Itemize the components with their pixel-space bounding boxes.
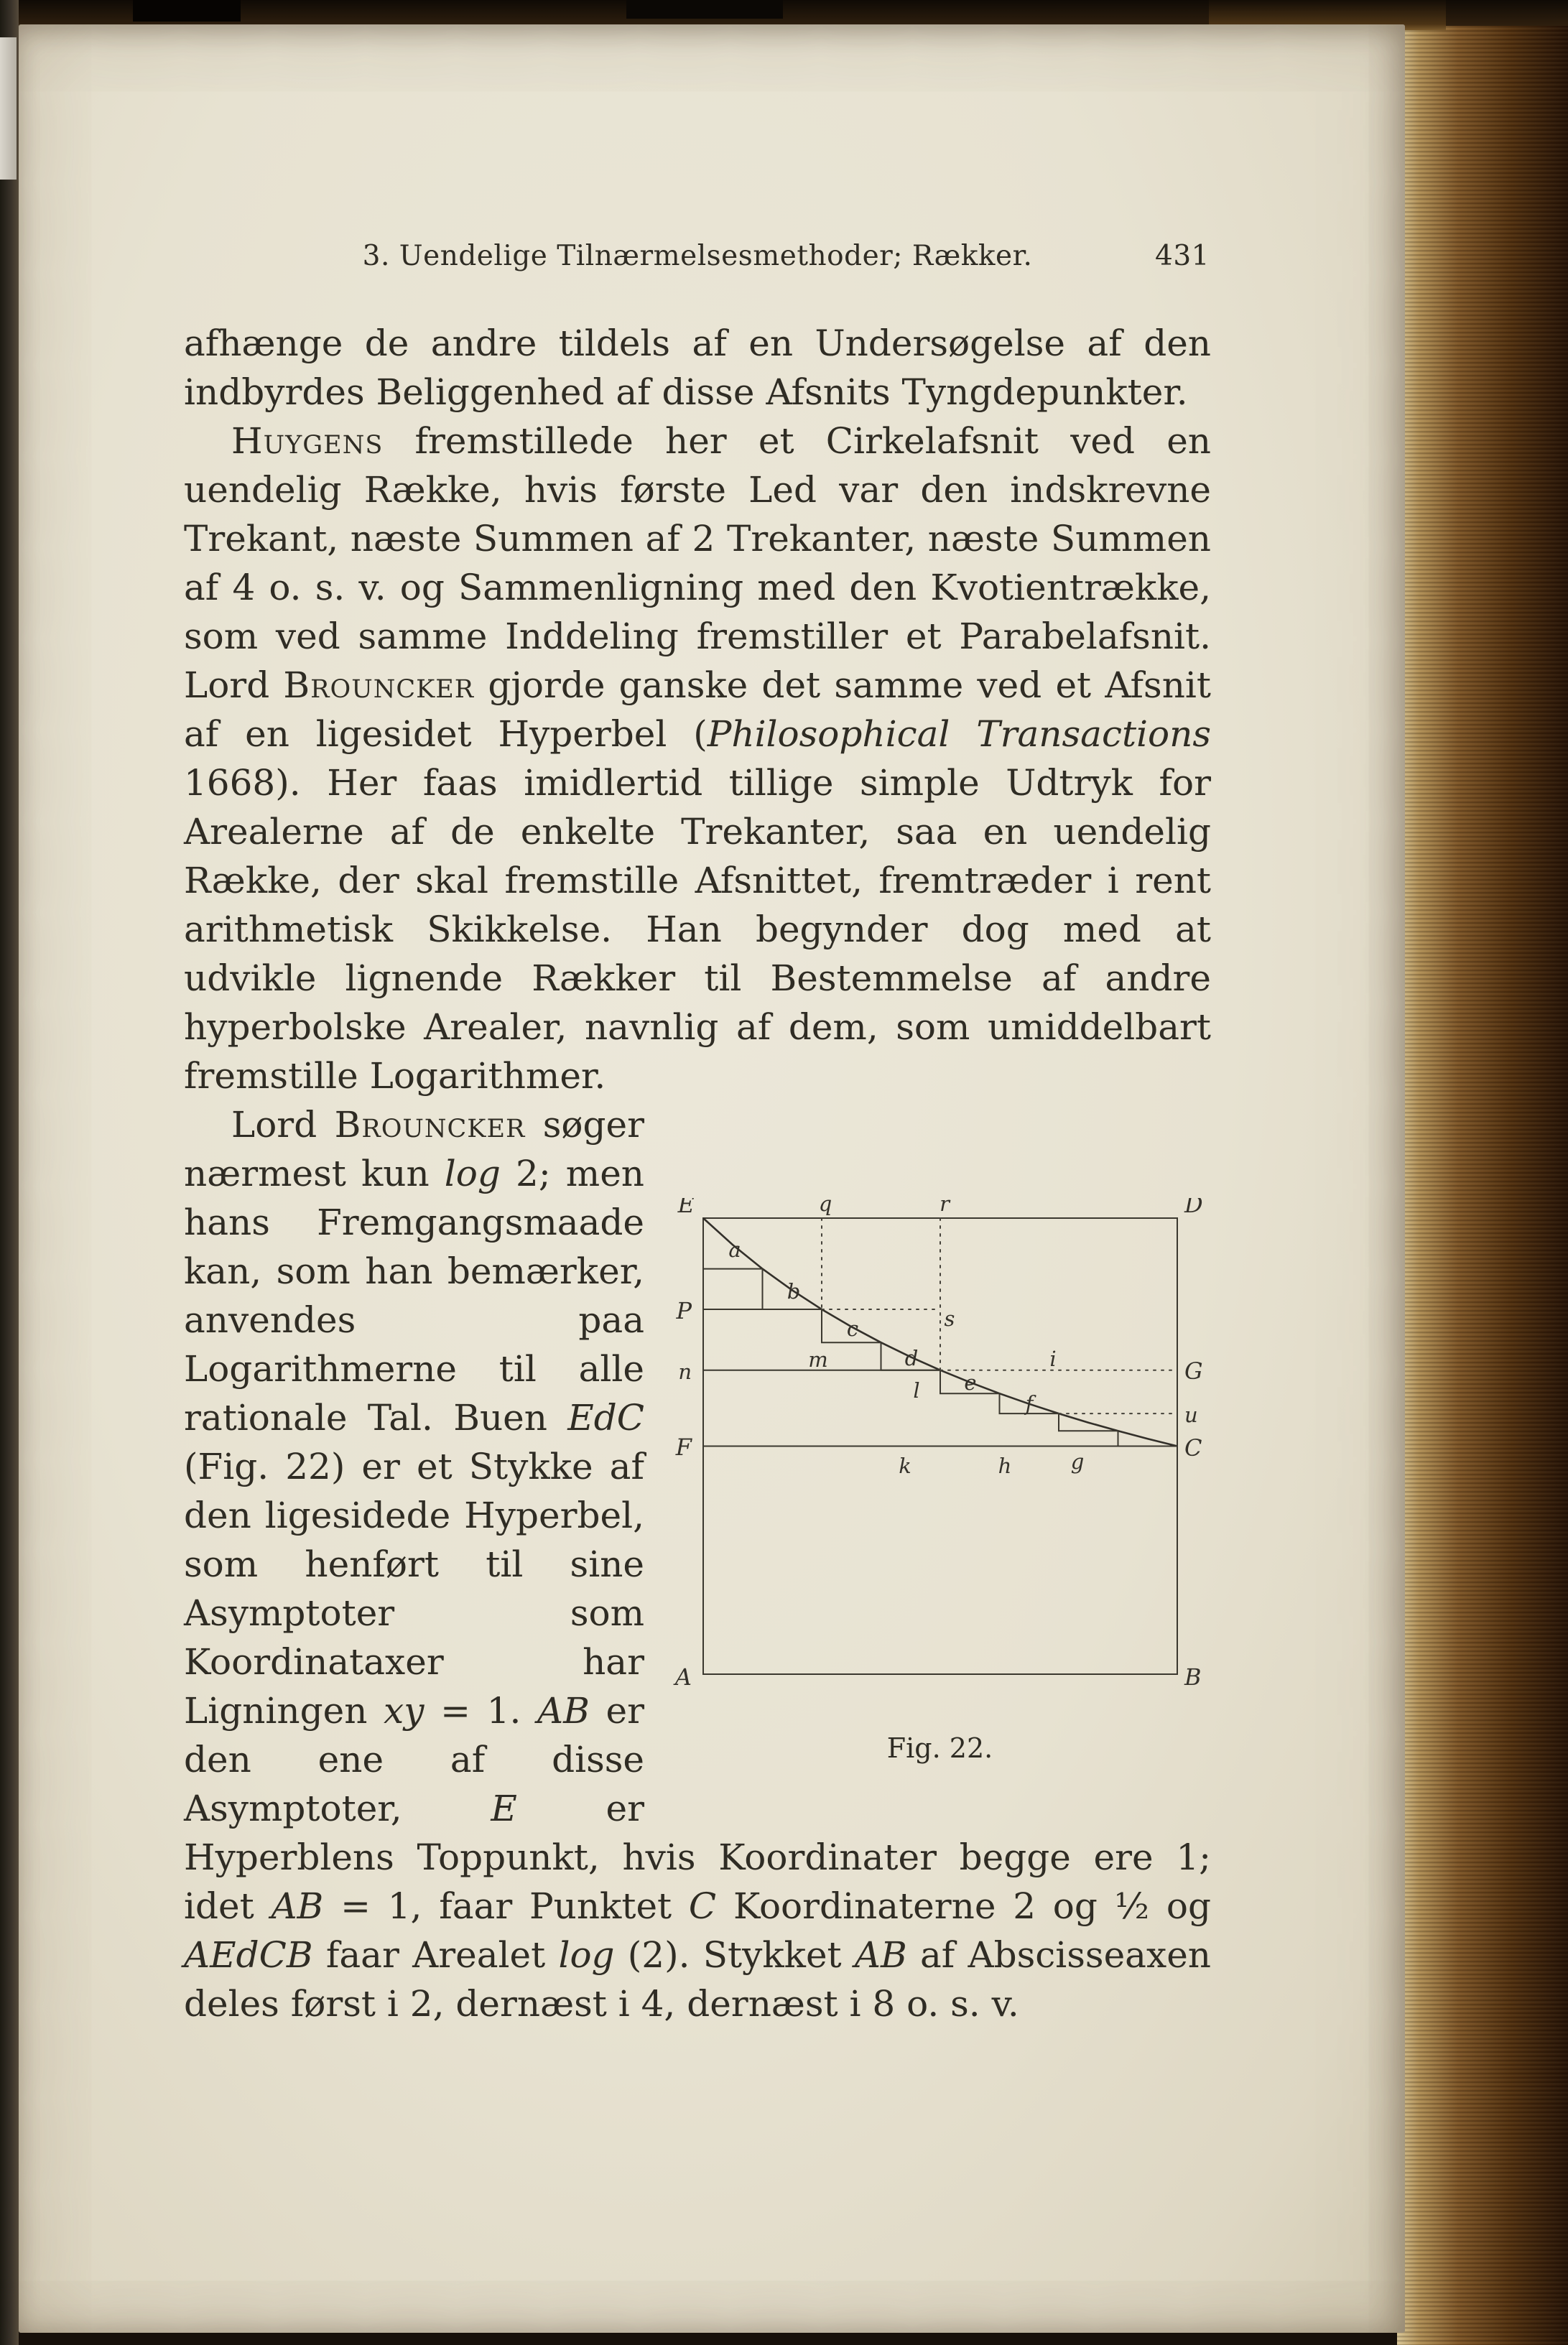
binding-shadow bbox=[133, 0, 241, 22]
figure-label-c: c bbox=[846, 1317, 859, 1341]
figure-label-B: B bbox=[1184, 1663, 1202, 1691]
figure-label-s: s bbox=[944, 1306, 955, 1331]
figure-label-h: h bbox=[998, 1454, 1012, 1478]
figure-label-E: E bbox=[677, 1198, 695, 1218]
paragraph-2-text: Huygens fremstillede her et Cirkelafsnit ved en uendelig Række, hvis første Led var den indskrevne Trekant, næste Summen af 2 Trekanter, næste Summen af 4 o. s. v. og Sammenligning med den Kvotientrække, som ved samme Inddeling fremstiller et Parabelafsnit. Lord Brouncker gjorde ganske det samme ved et Afsnit af en ligesidet Hyperbel (Philosophical Transactions 1668). Her faas imidlertid tillige simple Udtryk for Arealerne af de enkelte Trekanter, saa en uendelig Række, der skal fremstille Afsnittet, fremtræder i rent arithmetisk Skikkelse. Han begynder dog med at udvikle lignende Rækker til Bestemmelse af andre hyperbolske Arealer, navnlig af dem, som umiddelbart fremstille Logarithmer. bbox=[184, 420, 1212, 1097]
figure-label-l: l bbox=[913, 1378, 920, 1403]
text-block bbox=[184, 240, 1211, 2028]
page-number: 431 bbox=[1155, 240, 1210, 272]
paragraph-1-text: afhænge de andre tildels af en Undersøgelse af den indbyrdes Beliggenhed af disse Afsnits Tyngdepunkter. bbox=[184, 322, 1211, 413]
figure-label-r: r bbox=[940, 1198, 950, 1216]
figure-label-b: b bbox=[787, 1279, 801, 1304]
paragraph-2 bbox=[184, 417, 1211, 1100]
figure-label-A: A bbox=[674, 1663, 692, 1691]
figure-caption: Fig. 22. bbox=[886, 1732, 993, 1764]
figure-label-F: F bbox=[675, 1434, 692, 1461]
figure-label-g: g bbox=[1070, 1449, 1085, 1474]
figure-label-u: u bbox=[1184, 1403, 1198, 1427]
binding-shadow bbox=[626, 0, 783, 19]
book-fore-edge bbox=[1397, 0, 1568, 2345]
figure-label-q: q bbox=[818, 1198, 832, 1216]
running-title: 3. Uendelige Tilnærmelsesmethoder; Rækker. bbox=[362, 240, 1033, 272]
book-spine-edge bbox=[0, 0, 19, 2345]
paragraph-1 bbox=[184, 319, 1211, 417]
figure-label-P: P bbox=[676, 1297, 692, 1324]
figure-label-D: D bbox=[1184, 1198, 1203, 1218]
figure-22 bbox=[669, 1198, 1211, 1773]
bookmark-strip bbox=[0, 37, 17, 180]
figure-label-C: C bbox=[1184, 1434, 1202, 1462]
figure-label-G: G bbox=[1184, 1357, 1203, 1385]
paper bbox=[19, 24, 1405, 2333]
figure-label-n: n bbox=[678, 1360, 692, 1384]
figure-label-m: m bbox=[808, 1347, 828, 1372]
page-header bbox=[184, 240, 1211, 279]
figure-22-svg bbox=[669, 1198, 1211, 1704]
figure-label-i: i bbox=[1049, 1347, 1057, 1371]
figure-label-f: f bbox=[1025, 1391, 1034, 1416]
figure-label-e: e bbox=[964, 1370, 977, 1395]
figure-label-k: k bbox=[899, 1454, 911, 1478]
step-polyline bbox=[703, 1269, 1177, 1447]
paragraph-3-text: Lord Brouncker søger nærmest kun log 2; men hans Fremgangsmaade kan, som han bemærker, anvendes paa Logarithmerne til alle rationale Tal. Buen EdC (Fig. 22) er et Stykke af den ligesidede Hyperbel, som henført til sine Asymptoter som Koordinataxer har Ligningen xy = 1. AB er den ene af disse Asymptoter, E er Hyperblens Toppunkt, hvis Koordinater begge ere 1; idet AB = 1, faar Punktet C Koordinaterne 2 og ½ og AEdCB faar Arealet log (2). Stykket AB af Abscisseaxen deles først i 2, dernæst i 4, dernæst i 8 o. s. v. bbox=[184, 1104, 1212, 2025]
paragraph-3 bbox=[184, 1100, 1211, 2028]
figure-label-d: d bbox=[904, 1346, 919, 1370]
figure-label-a: a bbox=[728, 1237, 741, 1262]
